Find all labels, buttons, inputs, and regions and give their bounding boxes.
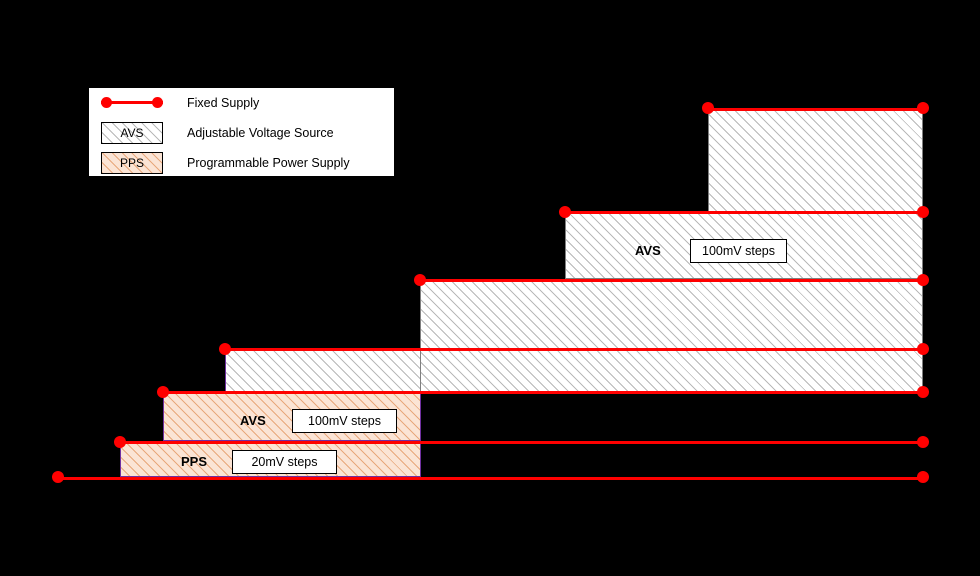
fixed-supply-dot-1-right — [917, 102, 929, 114]
fixed-supply-dot-1-left — [702, 102, 714, 114]
fixed-supply-line-4 — [225, 348, 923, 351]
legend-row-fixed-supply — [89, 88, 394, 118]
pps-steps-chip: 20mV steps — [232, 450, 337, 474]
fixed-supply-dot-5-right — [917, 386, 929, 398]
fixed-supply-line-1 — [708, 108, 923, 111]
fixed-supply-dot-7-left — [52, 471, 64, 483]
fixed-supply-dot-3-right — [917, 274, 929, 286]
avs-block-fourth-outline — [420, 348, 923, 392]
fixed-supply-swatch-dot-left — [101, 97, 112, 108]
avs-swatch: AVS — [101, 122, 163, 144]
fixed-supply-line-7 — [58, 477, 923, 480]
avs-block-third-outline — [420, 279, 923, 349]
legend-label-fixed-supply: Fixed Supply — [187, 96, 260, 110]
fixed-supply-line-2 — [565, 211, 923, 214]
legend-label-avs: Adjustable Voltage Source — [187, 126, 334, 140]
fixed-supply-line-6 — [120, 441, 923, 444]
avs-high-steps-chip: 100mV steps — [690, 239, 787, 263]
fixed-supply-dot-5-left — [157, 386, 169, 398]
fixed-supply-swatch-dot-right — [152, 97, 163, 108]
fixed-supply-dot-4-right — [917, 343, 929, 355]
avs-low-steps-chip: 100mV steps — [292, 409, 397, 433]
avs-low-label: AVS — [240, 413, 266, 428]
avs-step-small-outline — [225, 348, 421, 392]
fixed-supply-dot-2-right — [917, 206, 929, 218]
fixed-supply-dot-4-left — [219, 343, 231, 355]
legend-row-avs — [89, 118, 394, 148]
fixed-supply-dot-2-left — [559, 206, 571, 218]
fixed-supply-dot-6-left — [114, 436, 126, 448]
pps-swatch: PPS — [101, 152, 163, 174]
fixed-supply-line-5 — [163, 391, 923, 394]
fixed-supply-dot-6-right — [917, 436, 929, 448]
fixed-supply-dot-7-right — [917, 471, 929, 483]
legend-row-pps — [89, 148, 394, 178]
avs-high-label: AVS — [635, 243, 661, 258]
legend — [88, 87, 395, 177]
fixed-supply-dot-3-left — [414, 274, 426, 286]
legend-label-pps: Programmable Power Supply — [187, 156, 350, 170]
avs-block-top-right-outline — [708, 109, 923, 213]
pps-label: PPS — [181, 454, 208, 469]
fixed-supply-line-3 — [420, 279, 923, 282]
